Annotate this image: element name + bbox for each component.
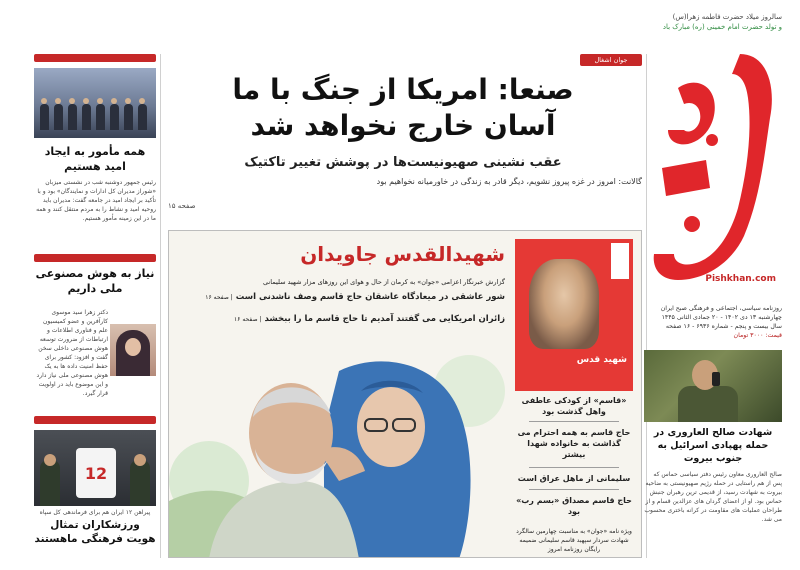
issue-date: چهارشنبه ۱۳ دی ۱۴۰۲ - ۲۰ جمادی الثانی ۱۴۴۵	[661, 314, 782, 321]
main-headline-line-1: صنعا: امریکا از جنگ با ما	[232, 73, 574, 106]
main-headline	[164, 72, 642, 144]
main-subhead: عقب نشینی صهیونیست‌ها در پوشش تغییر تاکتیک	[244, 155, 562, 170]
section-bar	[34, 254, 156, 262]
kicker-badge: جوان اشغال	[580, 54, 642, 66]
divider	[529, 421, 619, 422]
meeting-photo	[34, 68, 156, 138]
left-story-1-headline: همه مأمور به ایجاد امید هستیم	[44, 145, 146, 173]
divider	[529, 489, 619, 490]
feature-line-2-ref: | صفحه ۱۶	[233, 316, 262, 323]
issue-info	[644, 304, 782, 340]
right-story-headline: شهادت صالح العاروری در حمله پهپادی اسرائیل به جنوب بیروت	[653, 427, 773, 464]
feature-title: شهیدالقدس جاویدان	[300, 242, 505, 266]
illustration-image	[169, 331, 509, 558]
section-bar	[34, 54, 156, 62]
left-story-2-text: دکتر زهرا سید موسوی کارآفرین و عضو کمیسیون علم و فناوری اطلاعات و ارتباطات از ضرورت توسعه هوش مصنوعی داخلی سخن گفت و افزود: کشور برای حفظ امنیت داده ها به یک هوش مصنوعی ملی نیاز دارد و این موضوع باید در اولویت قرار گیرد.	[36, 309, 108, 397]
left-story-3-headline: ورزشکاران تمثال هویت فرهنگی ماهستند	[34, 519, 156, 545]
feature-footnote: ویژه نامه «جوان» به مناسبت چهارمین سالگرد شهادت سردار سپهبد قاسم سلیمانی ضمیمه رایگان روزنامه امروز	[516, 528, 632, 553]
feature-side-2: حاج قاسم به همه احترام می گذاشت به خانواده شهدا بیشتر	[517, 428, 631, 459]
feature-intro: گزارش خبرنگار اعزامی «جوان» به کرمان از حال و هوای این روزهای مزار شهید سلیمانی	[263, 278, 505, 286]
right-story-text: صالح العاروری معاون رئیس دفتر سیاسی حماس که پس از هم راستایی در حمله رژیم صهیونیستی به ضاحیه بیروت به شهادت رسید، از قدیمی ترین رهبران جنبش حماس بود. او از اعضای گردان های عزالدین قسام و از طراحان عملیات های مقاومت در کرانه باختری محسوب می شد.	[644, 471, 782, 523]
cover-portrait	[529, 259, 599, 349]
divider	[529, 467, 619, 468]
feature-box	[168, 230, 642, 558]
right-story-photo	[644, 350, 782, 422]
photo-figure	[678, 386, 738, 422]
masthead	[644, 8, 782, 564]
feature-side-1: «قاسم» از کودکی عاطفی واهل گذشت بود	[521, 396, 627, 416]
motto	[644, 8, 782, 32]
main-deck: گالانت: امروز در غزه پیروز نشویم، دیگر قادر به زندگی در خاورمیانه نخواهیم بود	[376, 177, 642, 186]
feature-line-1-text: شور عاشقی در میعادگاه عاشقان حاج قاسم وصف ناشدنی است	[235, 292, 505, 302]
left-story-3-caption: پیراهن ۱۲ ایران هم برای فرماندهی کل سپاه	[39, 509, 151, 516]
logo-calligraphy-icon	[648, 48, 778, 288]
motto-line-2: و تولد حضرت امام خمینی (ره) مبارک باد	[662, 23, 782, 31]
photo-phone	[712, 372, 720, 386]
feature-side-3: سلیمانی از ماهل عراق است	[517, 474, 631, 483]
main-headline-line-2: آسان خارج نخواهد شد	[250, 109, 556, 142]
jersey-number: 12	[84, 464, 108, 483]
page-reference: صفحه ۱۵	[168, 202, 196, 210]
feature-line-1	[175, 291, 505, 304]
section-bar	[34, 416, 156, 424]
cover-masthead	[611, 243, 629, 279]
feature-line-1-ref: | صفحه ۱۶	[205, 294, 233, 301]
portrait-photo	[110, 324, 156, 376]
left-column	[14, 8, 154, 564]
motto-line-1: سالروز میلاد حضرت فاطمه زهرا(س)	[672, 13, 782, 21]
newspaper-page	[14, 8, 790, 564]
cover-text: شهید قدس	[576, 355, 627, 365]
jersey-photo	[34, 430, 156, 506]
issue-info-line: روزنامه سیاسی، اجتماعی و فرهنگی صبح ایران	[660, 305, 782, 312]
newspaper-logo	[644, 48, 782, 288]
issue-price: قیمت: ۳۰۰۰ تومان	[733, 332, 782, 339]
feature-side-4: حاج قاسم مصداق «بسم رب» بود	[516, 496, 632, 516]
feature-line-2	[175, 313, 505, 326]
left-story-1-text: رئیس جمهور دوشنبه شب در نشستی میزبان «شوراز مدیران کل ادارات و نمایندگان» بود و با تأکید بر ایجاد امید در جامعه گفت: مدیران باید روحیه امید و نشاط را به مردم منتقل کنند و همه ما در این زمینه مأمور هستیم.	[36, 179, 156, 222]
supplement-cover	[515, 239, 633, 391]
feature-line-2-text: زائران امریکایی می گفتند آمدیم تا حاج قاسم ما را ببخشد	[264, 314, 505, 324]
column-divider	[160, 54, 161, 558]
watermark: Pishkhan.com	[705, 274, 776, 284]
issue-number: سال بیست و پنجم - شماره ۶۹۳۶ - ۱۶ صفحه	[665, 323, 782, 330]
main-column	[164, 8, 642, 564]
left-story-2-headline: نیاز به هوش مصنوعی ملی داریم	[35, 267, 155, 295]
